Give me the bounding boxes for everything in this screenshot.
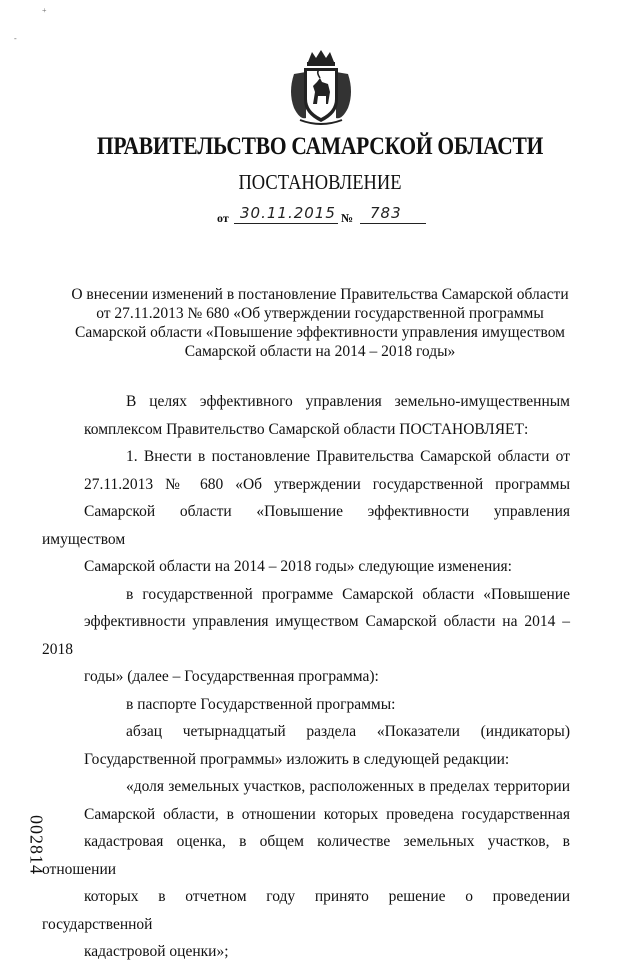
organization-title: ПРАВИТЕЛЬСТВО САМАРСКОЙ ОБЛАСТИ (96, 133, 544, 160)
body-line: Самарской области «Повышение эффективности управления имуществом (42, 503, 570, 548)
subject-line: О внесении изменений в постановление Правительства Самарской области (71, 286, 569, 303)
body-line: 27.11.2013 № 680 «Об утверждении государственной программы (84, 475, 570, 493)
paragraph (84, 388, 570, 443)
body-line: в паспорте Государственной программы: (126, 695, 396, 713)
body-line: кадастровой оценки»; (84, 943, 229, 960)
body-line: В целях эффективного управления земельно-имущественным (126, 393, 570, 410)
body-line: Самарской области на 2014 – 2018 годы» следующие изменения: (84, 558, 512, 575)
body-line: комплексом Правительство Самарской области ПОСТАНОВЛЯЕТ: (84, 420, 529, 438)
number-underline (360, 223, 426, 224)
registration-stamp (22, 800, 50, 890)
paragraph (42, 773, 570, 966)
paragraph (42, 581, 570, 691)
scan-mark: - (14, 34, 17, 43)
document-number: 783 (370, 204, 402, 222)
paragraph (84, 718, 570, 773)
body-line: годы» (далее – Государственная программа): (84, 668, 379, 685)
body-line: которых в отчетном году принято решение о проведении государственной (42, 888, 570, 933)
body-line: «доля земельных участков, расположенных в пределах территории (126, 778, 570, 795)
stamp-number: 002814 (26, 815, 47, 875)
body-line: кадастровая оценка, в общем количестве земельных участков, в отношении (42, 833, 570, 878)
body-line: эффективности управления имуществом Самарской области на 2014 – 2018 (42, 613, 570, 658)
coat-of-arms-icon (286, 48, 356, 126)
body-line: Государственной программы» изложить в следующей редакции: (84, 750, 510, 768)
scan-mark: + (42, 6, 47, 15)
document-date: 30.11.2015 (240, 204, 336, 222)
paragraph (84, 691, 570, 719)
document-subject (70, 285, 570, 361)
body-line: Самарской области, в отношении которых проведена государственная (84, 805, 570, 823)
document-type: ПОСТАНОВЛЕНИЕ (238, 170, 402, 194)
paragraph (42, 443, 570, 581)
body-line: 1. Внести в постановление Правительства Самарской области от (126, 448, 570, 465)
document-body (42, 388, 570, 966)
body-line: абзац четырнадцатый раздела «Показатели (индикаторы) (126, 723, 570, 740)
number-label: № (341, 211, 354, 225)
subject-line: Самарской области на 2014 – 2018 годы» (184, 343, 456, 360)
body-line: в государственной программе Самарской области «Повышение (126, 585, 570, 603)
date-label: от (217, 211, 229, 225)
subject-line: Самарской области «Повышение эффективности управления имуществом (75, 324, 565, 341)
date-underline (234, 223, 338, 224)
date-number-line (0, 202, 640, 230)
subject-line: от 27.11.2013 № 680 «Об утверждении государственной программы (96, 305, 544, 322)
